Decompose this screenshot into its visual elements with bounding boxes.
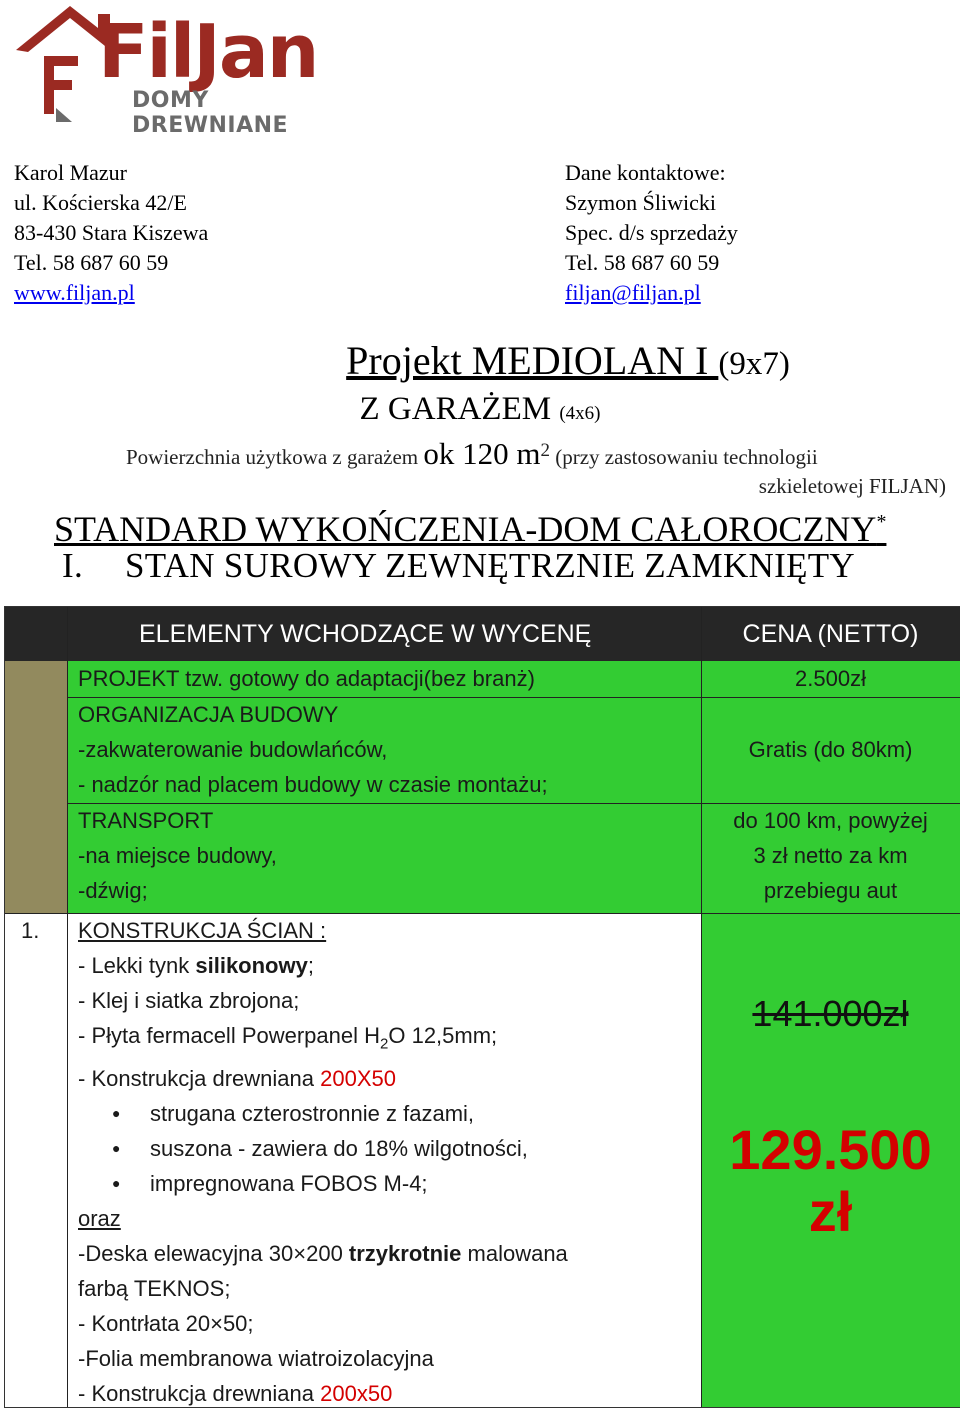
sales-name: Szymon Śliwicki xyxy=(565,190,716,215)
price-konstrukcja xyxy=(701,913,960,1407)
transport-line-1: -na miejsce budowy, xyxy=(78,843,277,868)
standard-text: STANDARD WYKOŃCZENIA-DOM CAŁOROCZNY xyxy=(54,509,877,549)
org-heading: ORGANIZACJA BUDOWY xyxy=(78,702,339,727)
row-transport xyxy=(67,803,701,913)
row-konstrukcja xyxy=(67,913,701,1407)
row-projekt: PROJEKT tzw. gotowy do adaptacji(bez branż) xyxy=(67,661,701,697)
area-value: ok 120 m xyxy=(423,436,541,471)
row-number-cell-white xyxy=(5,913,67,1407)
price-table xyxy=(4,606,960,1408)
grid-line xyxy=(5,913,960,914)
konstr-line-folia: -Folia membranowa wiatroizolacyjna xyxy=(78,1346,434,1372)
grid-line xyxy=(701,607,702,1407)
price-new-currency: zł xyxy=(808,1180,853,1243)
konstr-line-kontrlata: - Kontrłata 20×50; xyxy=(78,1311,254,1337)
stan-heading xyxy=(62,544,855,588)
sales-phone: Tel. 58 687 60 59 xyxy=(565,250,720,275)
transport-price-line-2: 3 zł netto za km xyxy=(753,843,908,868)
bullet-strugana: ● strugana czterostronnie z fazami, xyxy=(78,1096,701,1131)
contact-heading: Dane kontaktowe: xyxy=(565,160,726,185)
konstr-line-tynk: - Lekki tynk silikonowy; xyxy=(78,953,314,978)
price-new xyxy=(701,1119,960,1243)
konstr-heading: KONSTRUKCJA ŚCIAN : xyxy=(78,918,327,943)
stan-number: I. xyxy=(62,546,84,585)
konstr-line-drewniana: - Konstrukcja drewniana 200X50 xyxy=(78,1066,396,1092)
row-number: 1. xyxy=(21,918,40,943)
grid-line xyxy=(67,697,960,698)
transport-price-line-3: przebiegu aut xyxy=(763,878,898,903)
bullet-suszona: ● suszona - zawiera do 18% wilgotności, xyxy=(78,1131,701,1166)
grid-line xyxy=(67,607,68,1407)
garage-size: (4x6) xyxy=(559,403,601,424)
konstr-oraz: oraz xyxy=(78,1206,121,1232)
price-new-amount: 129.500 xyxy=(729,1118,932,1181)
logo-tagline: DOMY DREWNIANE xyxy=(132,88,289,138)
price-projekt: 2.500zł xyxy=(701,661,960,697)
price-organizacja: Gratis (do 80km) xyxy=(701,697,960,803)
konstr-line-teknos: farbą TEKNOS; xyxy=(78,1276,231,1302)
area-suffix-line2: szkieletowej FILJAN) xyxy=(758,474,946,498)
garage-title xyxy=(0,390,960,433)
table-header-elements: ELEMENTY WCHODZĄCE W WYCENĘ xyxy=(67,607,701,661)
konstr-line-deska: -Deska elewacyjna 30×200 trzykrotnie malowana xyxy=(78,1241,568,1267)
konstr-line-klej: - Klej i siatka zbrojona; xyxy=(78,988,300,1013)
contact-street: ul. Kościerska 42/E xyxy=(14,190,187,215)
contact-phone: Tel. 58 687 60 59 xyxy=(14,250,169,275)
sales-role: Spec. d/s sprzedaży xyxy=(565,220,738,245)
table-header-price: CENA (NETTO) xyxy=(701,607,960,661)
price-transport xyxy=(701,803,960,913)
garage-label: Z GARAŻEM xyxy=(359,391,560,427)
row-number-cell xyxy=(5,661,67,913)
transport-line-2: -dźwig; xyxy=(78,878,148,903)
price-old: 141.000zł xyxy=(752,993,909,1034)
org-line-1: -zakwaterowanie budowlańców, xyxy=(78,737,388,762)
row-organizacja xyxy=(67,697,701,803)
transport-heading: TRANSPORT xyxy=(78,808,214,833)
stan-text: STAN SUROWY ZEWNĘTRZNIE ZAMKNIĘTY xyxy=(125,546,856,585)
project-name: Projekt MEDIOLAN I xyxy=(346,338,719,383)
org-line-2: - nadzór nad placem budowy w czasie montażu; xyxy=(78,772,548,797)
project-size: (9x7) xyxy=(718,346,790,382)
konstr-line-plyta: - Płyta fermacell Powerpanel $H_2O$ 12,5mm; xyxy=(78,1023,498,1053)
transport-price-line-1: do 100 km, powyżej xyxy=(733,808,928,833)
email-link[interactable]: filjan@filjan.pl xyxy=(565,280,701,305)
contact-left xyxy=(14,158,208,308)
usable-area xyxy=(126,434,818,474)
area-sup: 2 xyxy=(540,440,550,461)
website-link[interactable]: www.filjan.pl xyxy=(14,280,135,305)
bullet-impregnowana: ● impregnowana FOBOS M-4; xyxy=(78,1166,701,1201)
contact-name: Karol Mazur xyxy=(14,160,128,185)
konstr-line-drewniana-2: - Konstrukcja drewniana 200x50 xyxy=(78,1381,393,1407)
standard-asterisk: * xyxy=(876,511,887,533)
area-prefix: Powierzchnia użytkowa z garażem xyxy=(126,445,424,469)
contact-city: 83-430 Stara Kiszewa xyxy=(14,220,209,245)
area-suffix: (przy zastosowaniu technologii xyxy=(550,445,818,469)
grid-line xyxy=(67,803,960,804)
logo-brand-text: FilJan xyxy=(98,9,318,95)
contact-right xyxy=(565,158,738,308)
project-title xyxy=(0,338,960,387)
filjan-logo xyxy=(14,4,364,138)
table-header-corner xyxy=(5,607,67,661)
